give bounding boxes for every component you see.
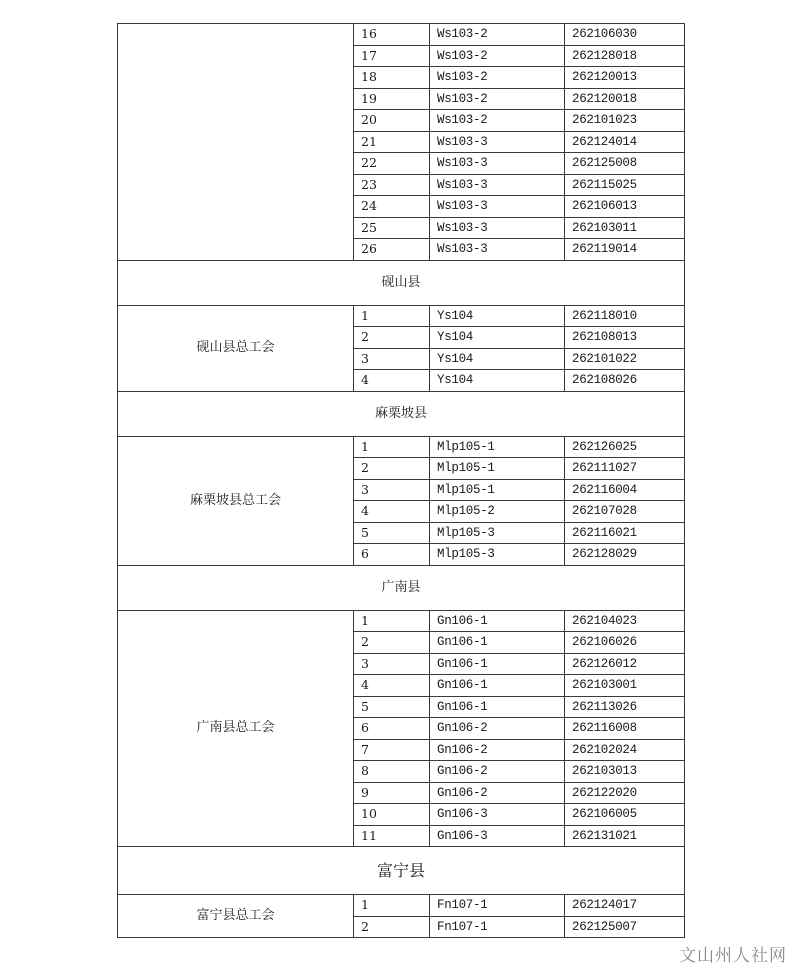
exam-id-cell: 262116008	[565, 718, 685, 740]
position-code-cell: Mlp105-1	[430, 458, 565, 480]
row-number-cell: 23	[354, 174, 430, 196]
exam-id-cell: 262122020	[565, 782, 685, 804]
exam-id-cell: 262120013	[565, 67, 685, 89]
row-number-cell: 7	[354, 739, 430, 761]
section-title: 砚山县	[118, 260, 685, 305]
position-code-cell: Ys104	[430, 348, 565, 370]
exam-id-cell: 262125007	[565, 916, 685, 938]
table-row	[118, 610, 685, 632]
exam-id-cell: 262108026	[565, 370, 685, 392]
exam-id-cell: 262101022	[565, 348, 685, 370]
position-code-cell: Gn106-3	[430, 825, 565, 847]
position-code-cell: Gn106-2	[430, 718, 565, 740]
exam-id-cell: 262102024	[565, 739, 685, 761]
position-code-cell: Ws103-3	[430, 131, 565, 153]
row-number-cell: 2	[354, 916, 430, 938]
exam-id-cell: 262115025	[565, 174, 685, 196]
row-number-cell: 17	[354, 45, 430, 67]
position-code-cell: Ws103-2	[430, 24, 565, 46]
row-number-cell: 10	[354, 804, 430, 826]
position-code-cell: Gn106-2	[430, 739, 565, 761]
row-number-cell: 2	[354, 327, 430, 349]
row-number-cell: 3	[354, 348, 430, 370]
table-row	[118, 436, 685, 458]
position-code-cell: Ys104	[430, 370, 565, 392]
position-code-cell: Gn106-1	[430, 675, 565, 697]
exam-id-cell: 262108013	[565, 327, 685, 349]
exam-id-cell: 262128018	[565, 45, 685, 67]
organization-cell: 广南县总工会	[118, 610, 354, 847]
position-code-cell: Mlp105-3	[430, 544, 565, 566]
row-number-cell: 6	[354, 544, 430, 566]
position-code-cell: Ws103-3	[430, 153, 565, 175]
table-row	[118, 305, 685, 327]
position-code-cell: Fn107-1	[430, 895, 565, 917]
position-code-cell: Ws103-3	[430, 174, 565, 196]
exam-id-cell: 262106030	[565, 24, 685, 46]
organization-cell	[118, 24, 354, 261]
position-code-cell: Gn106-3	[430, 804, 565, 826]
position-code-cell: Ws103-3	[430, 239, 565, 261]
exam-id-cell: 262103013	[565, 761, 685, 783]
exam-id-cell: 262116021	[565, 522, 685, 544]
row-number-cell: 9	[354, 782, 430, 804]
watermark: 文山州人社网	[679, 946, 787, 966]
organization-cell: 砚山县总工会	[118, 305, 354, 391]
exam-id-cell: 262106013	[565, 196, 685, 218]
exam-id-cell: 262120018	[565, 88, 685, 110]
section-title: 麻栗坡县	[118, 391, 685, 436]
exam-id-table	[117, 23, 685, 938]
section-header-row	[118, 391, 685, 436]
exam-id-cell: 262101023	[565, 110, 685, 132]
exam-id-cell: 262128029	[565, 544, 685, 566]
position-code-cell: Gn106-1	[430, 696, 565, 718]
section-title: 广南县	[118, 565, 685, 610]
organization-cell: 麻栗坡县总工会	[118, 436, 354, 565]
exam-id-cell: 262131021	[565, 825, 685, 847]
exam-id-cell: 262126012	[565, 653, 685, 675]
row-number-cell: 21	[354, 131, 430, 153]
position-code-cell: Gn106-2	[430, 761, 565, 783]
position-code-cell: Fn107-1	[430, 916, 565, 938]
position-code-cell: Ws103-2	[430, 45, 565, 67]
row-number-cell: 1	[354, 305, 430, 327]
row-number-cell: 4	[354, 370, 430, 392]
row-number-cell: 6	[354, 718, 430, 740]
row-number-cell: 8	[354, 761, 430, 783]
exam-id-cell: 262104023	[565, 610, 685, 632]
position-code-cell: Ws103-2	[430, 88, 565, 110]
row-number-cell: 18	[354, 67, 430, 89]
exam-id-cell: 262106005	[565, 804, 685, 826]
row-number-cell: 25	[354, 217, 430, 239]
row-number-cell: 3	[354, 479, 430, 501]
section-title: 富宁县	[118, 847, 685, 895]
exam-id-cell: 262118010	[565, 305, 685, 327]
position-code-cell: Gn106-1	[430, 632, 565, 654]
row-number-cell: 19	[354, 88, 430, 110]
exam-id-cell: 262103001	[565, 675, 685, 697]
position-code-cell: Ys104	[430, 305, 565, 327]
exam-id-cell: 262124017	[565, 895, 685, 917]
position-code-cell: Ws103-3	[430, 217, 565, 239]
row-number-cell: 4	[354, 501, 430, 523]
exam-id-cell: 262113026	[565, 696, 685, 718]
row-number-cell: 26	[354, 239, 430, 261]
position-code-cell: Gn106-1	[430, 653, 565, 675]
exam-id-cell: 262107028	[565, 501, 685, 523]
row-number-cell: 3	[354, 653, 430, 675]
position-code-cell: Ws103-2	[430, 67, 565, 89]
row-number-cell: 2	[354, 632, 430, 654]
exam-id-cell: 262106026	[565, 632, 685, 654]
row-number-cell: 1	[354, 895, 430, 917]
row-number-cell: 5	[354, 522, 430, 544]
exam-id-cell: 262103011	[565, 217, 685, 239]
exam-id-cell: 262125008	[565, 153, 685, 175]
row-number-cell: 5	[354, 696, 430, 718]
exam-id-cell: 262124014	[565, 131, 685, 153]
row-number-cell: 16	[354, 24, 430, 46]
row-number-cell: 22	[354, 153, 430, 175]
position-code-cell: Gn106-1	[430, 610, 565, 632]
organization-cell: 富宁县总工会	[118, 895, 354, 938]
exam-id-cell: 262126025	[565, 436, 685, 458]
position-code-cell: Mlp105-2	[430, 501, 565, 523]
row-number-cell: 2	[354, 458, 430, 480]
row-number-cell: 4	[354, 675, 430, 697]
table-row	[118, 895, 685, 917]
section-header-row	[118, 260, 685, 305]
row-number-cell: 20	[354, 110, 430, 132]
position-code-cell: Ys104	[430, 327, 565, 349]
row-number-cell: 1	[354, 610, 430, 632]
section-header-row	[118, 565, 685, 610]
position-code-cell: Mlp105-1	[430, 436, 565, 458]
position-code-cell: Mlp105-3	[430, 522, 565, 544]
position-code-cell: Ws103-3	[430, 196, 565, 218]
position-code-cell: Mlp105-1	[430, 479, 565, 501]
row-number-cell: 11	[354, 825, 430, 847]
table-body	[118, 24, 685, 938]
exam-id-cell: 262119014	[565, 239, 685, 261]
table-row	[118, 24, 685, 46]
row-number-cell: 24	[354, 196, 430, 218]
section-header-row	[118, 847, 685, 895]
exam-id-cell: 262116004	[565, 479, 685, 501]
row-number-cell: 1	[354, 436, 430, 458]
exam-id-cell: 262111027	[565, 458, 685, 480]
position-code-cell: Ws103-2	[430, 110, 565, 132]
position-code-cell: Gn106-2	[430, 782, 565, 804]
